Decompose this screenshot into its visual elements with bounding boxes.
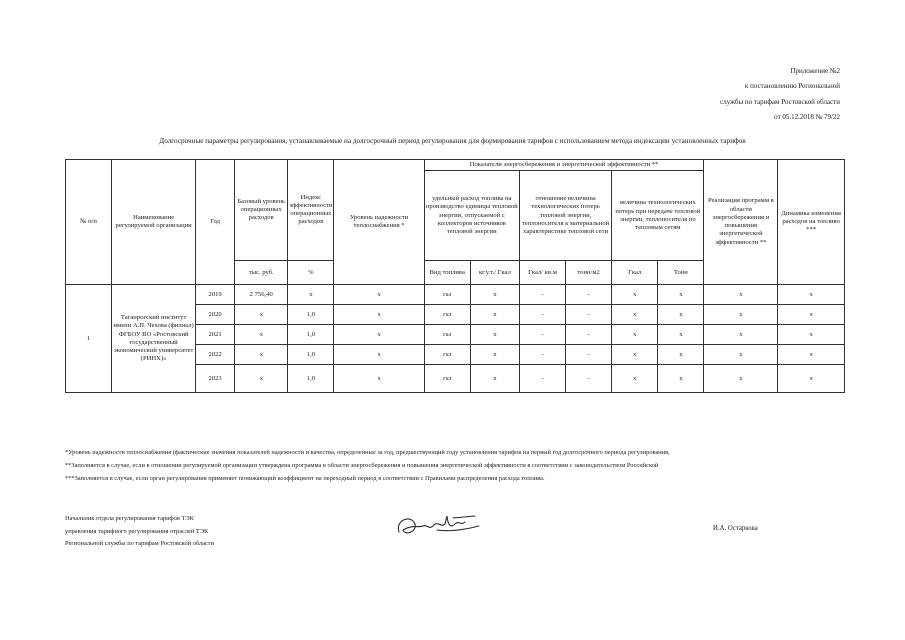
cell-reliability: x (334, 365, 424, 393)
signatory-name: И.А. Остаркова (713, 525, 758, 532)
cell-losses-1: x (612, 285, 658, 305)
appendix-line-3: службы по тарифам Ростовской области (720, 97, 840, 106)
unit-ratio-2: тонн/м2 (566, 261, 612, 285)
cell-base: x (235, 305, 288, 325)
cell-base: x (235, 345, 288, 365)
cell-ratio-1: - (519, 285, 565, 305)
header-program: Реализация программ в области энергосбережения и повышения энергетической эффективности ** (704, 160, 778, 285)
header-base: Базовый уровень операционных расходов (235, 160, 288, 261)
cell-dynamics: x (778, 285, 845, 305)
unit-losses-2: Тонн (658, 261, 704, 285)
cell-fuel: газ (424, 345, 470, 365)
cell-ratio-2: - (566, 285, 612, 305)
cell-index: x (288, 285, 334, 305)
cell-reliability: x (334, 305, 424, 325)
cell-losses-1: x (612, 345, 658, 365)
header-ratio: отношение величины технологических потерь тепловой энергии, теплоносителя к материальной характеристике тепловой сети (519, 171, 611, 261)
header-index: Индекс эффективности операционных расходов (288, 160, 334, 261)
signatory-line-1: Начальник отдела регулирования тарифов ТЭК (65, 515, 194, 522)
cell-ratio-1: - (519, 365, 565, 393)
cell-fuel: газ (424, 325, 470, 345)
footnotes (65, 446, 855, 485)
cell-losses-1: x (612, 325, 658, 345)
cell-rate: x (470, 345, 519, 365)
unit-fuel-type: Вид топлива (424, 261, 470, 285)
cell-losses-2: x (658, 285, 704, 305)
cell-year: 2020 (196, 305, 235, 325)
appendix-line-4: от 05.12.2018 № 79/22 (774, 112, 840, 121)
footnote-2: **Заполняется в случае, если в отношении регулируемой организации утверждена программа в области энергосбережения и повышения энергетической эффективности в соответствии с законодательством Российской (65, 462, 659, 469)
cell-base: x (235, 365, 288, 393)
cell-losses-2: x (658, 365, 704, 393)
footnote-1: *Уровень надежности теплоснабжения (фактические значения показателей надежности и качества, определенные за год, предшествующий году установления тарифов на первый год долгосрочного периода регулирования, (65, 449, 670, 456)
cell-program: x (704, 365, 778, 393)
cell-ratio-2: - (566, 345, 612, 365)
organization-name: Таганрогский институт имени А.П. Чехова (филиал) ФГБОУ ВО «Ростовский государственный экономический университет (РИНХ)» (112, 285, 196, 393)
cell-dynamics: x (778, 365, 845, 393)
cell-ratio-1: - (519, 305, 565, 325)
cell-ratio-2: - (566, 365, 612, 393)
cell-year: 2019 (196, 285, 235, 305)
appendix-block (580, 64, 840, 125)
header-energy-group: Показатели энергосбережения и энергетической эффективности ** (424, 160, 704, 171)
cell-losses-2: x (658, 345, 704, 365)
cell-program: x (704, 305, 778, 325)
cell-reliability: x (334, 325, 424, 345)
cell-rate: x (470, 285, 519, 305)
cell-base: x (235, 325, 288, 345)
cell-index: 1,0 (288, 305, 334, 325)
parameters-table (65, 159, 845, 393)
cell-dynamics: x (778, 325, 845, 345)
cell-reliability: x (334, 345, 424, 365)
cell-ratio-2: - (566, 325, 612, 345)
cell-losses-1: x (612, 305, 658, 325)
cell-losses-1: x (612, 365, 658, 393)
cell-base: 2 756,40 (235, 285, 288, 305)
header-org: Наименование регулируемой организации (112, 160, 196, 285)
cell-fuel: газ (424, 305, 470, 325)
signatory-position (65, 513, 214, 551)
cell-year: 2022 (196, 345, 235, 365)
cell-ratio-2: - (566, 305, 612, 325)
cell-dynamics: x (778, 305, 845, 325)
cell-index: 1,0 (288, 345, 334, 365)
cell-index: 1,0 (288, 325, 334, 345)
header-reliability: Уровень надежности теплоснабжения * (334, 160, 424, 285)
cell-fuel: газ (424, 365, 470, 393)
cell-index: 1,0 (288, 365, 334, 393)
cell-rate: x (470, 365, 519, 393)
header-losses: величина технологических потерь при передаче тепловой энергии, теплоносителя по тепловым сетям (612, 171, 704, 261)
row-number: 1 (66, 285, 112, 393)
cell-losses-2: x (658, 305, 704, 325)
unit-index: % (288, 261, 334, 285)
header-fuel-rate: удельный расход топлива на производство единицы тепловой энергии, отпускаемой с коллекторов источников тепловой энергии (424, 171, 519, 261)
cell-rate: x (470, 325, 519, 345)
cell-ratio-1: - (519, 325, 565, 345)
unit-losses-1: Гкал (612, 261, 658, 285)
cell-fuel: газ (424, 285, 470, 305)
appendix-line-2: к постановлению Региональной (744, 82, 840, 91)
cell-year: 2023 (196, 365, 235, 393)
cell-program: x (704, 345, 778, 365)
unit-fuel-rate: кг.у.т./ Гкал (470, 261, 519, 285)
cell-program: x (704, 285, 778, 305)
cell-year: 2021 (196, 325, 235, 345)
cell-rate: x (470, 305, 519, 325)
table-row (66, 285, 845, 305)
header-year: Год (196, 160, 235, 285)
cell-program: x (704, 325, 778, 345)
unit-base: тыс. руб. (235, 261, 288, 285)
handwritten-signature (393, 506, 483, 548)
cell-dynamics: x (778, 345, 845, 365)
footnote-3: ***Заполняется в случае, если орган регулирования применяет понижающий коэффициент на переходный период в соответствии с Правилами распределения расхода топлива. (65, 475, 545, 482)
cell-reliability: x (334, 285, 424, 305)
unit-ratio-1: Гкал/ кв.м (519, 261, 565, 285)
signatory-line-3: Региональной службы по тарифам Ростовской области (65, 540, 215, 548)
appendix-line-1: Приложение №2 (790, 67, 840, 75)
signatory-line-2: управления тарифного регулирования отраслей ТЭК (65, 527, 209, 535)
header-dynamics: Динамика изменения расходов на топливо *** (778, 160, 845, 285)
header-num: № п/п (66, 160, 112, 285)
document-title: Долгосрочные параметры регулирования, устанавливаемые на долгосрочный период регулирования для формирования тарифов с использованием метода индексации установленных тарифов (159, 137, 746, 145)
cell-ratio-1: - (519, 345, 565, 365)
cell-losses-2: x (658, 325, 704, 345)
